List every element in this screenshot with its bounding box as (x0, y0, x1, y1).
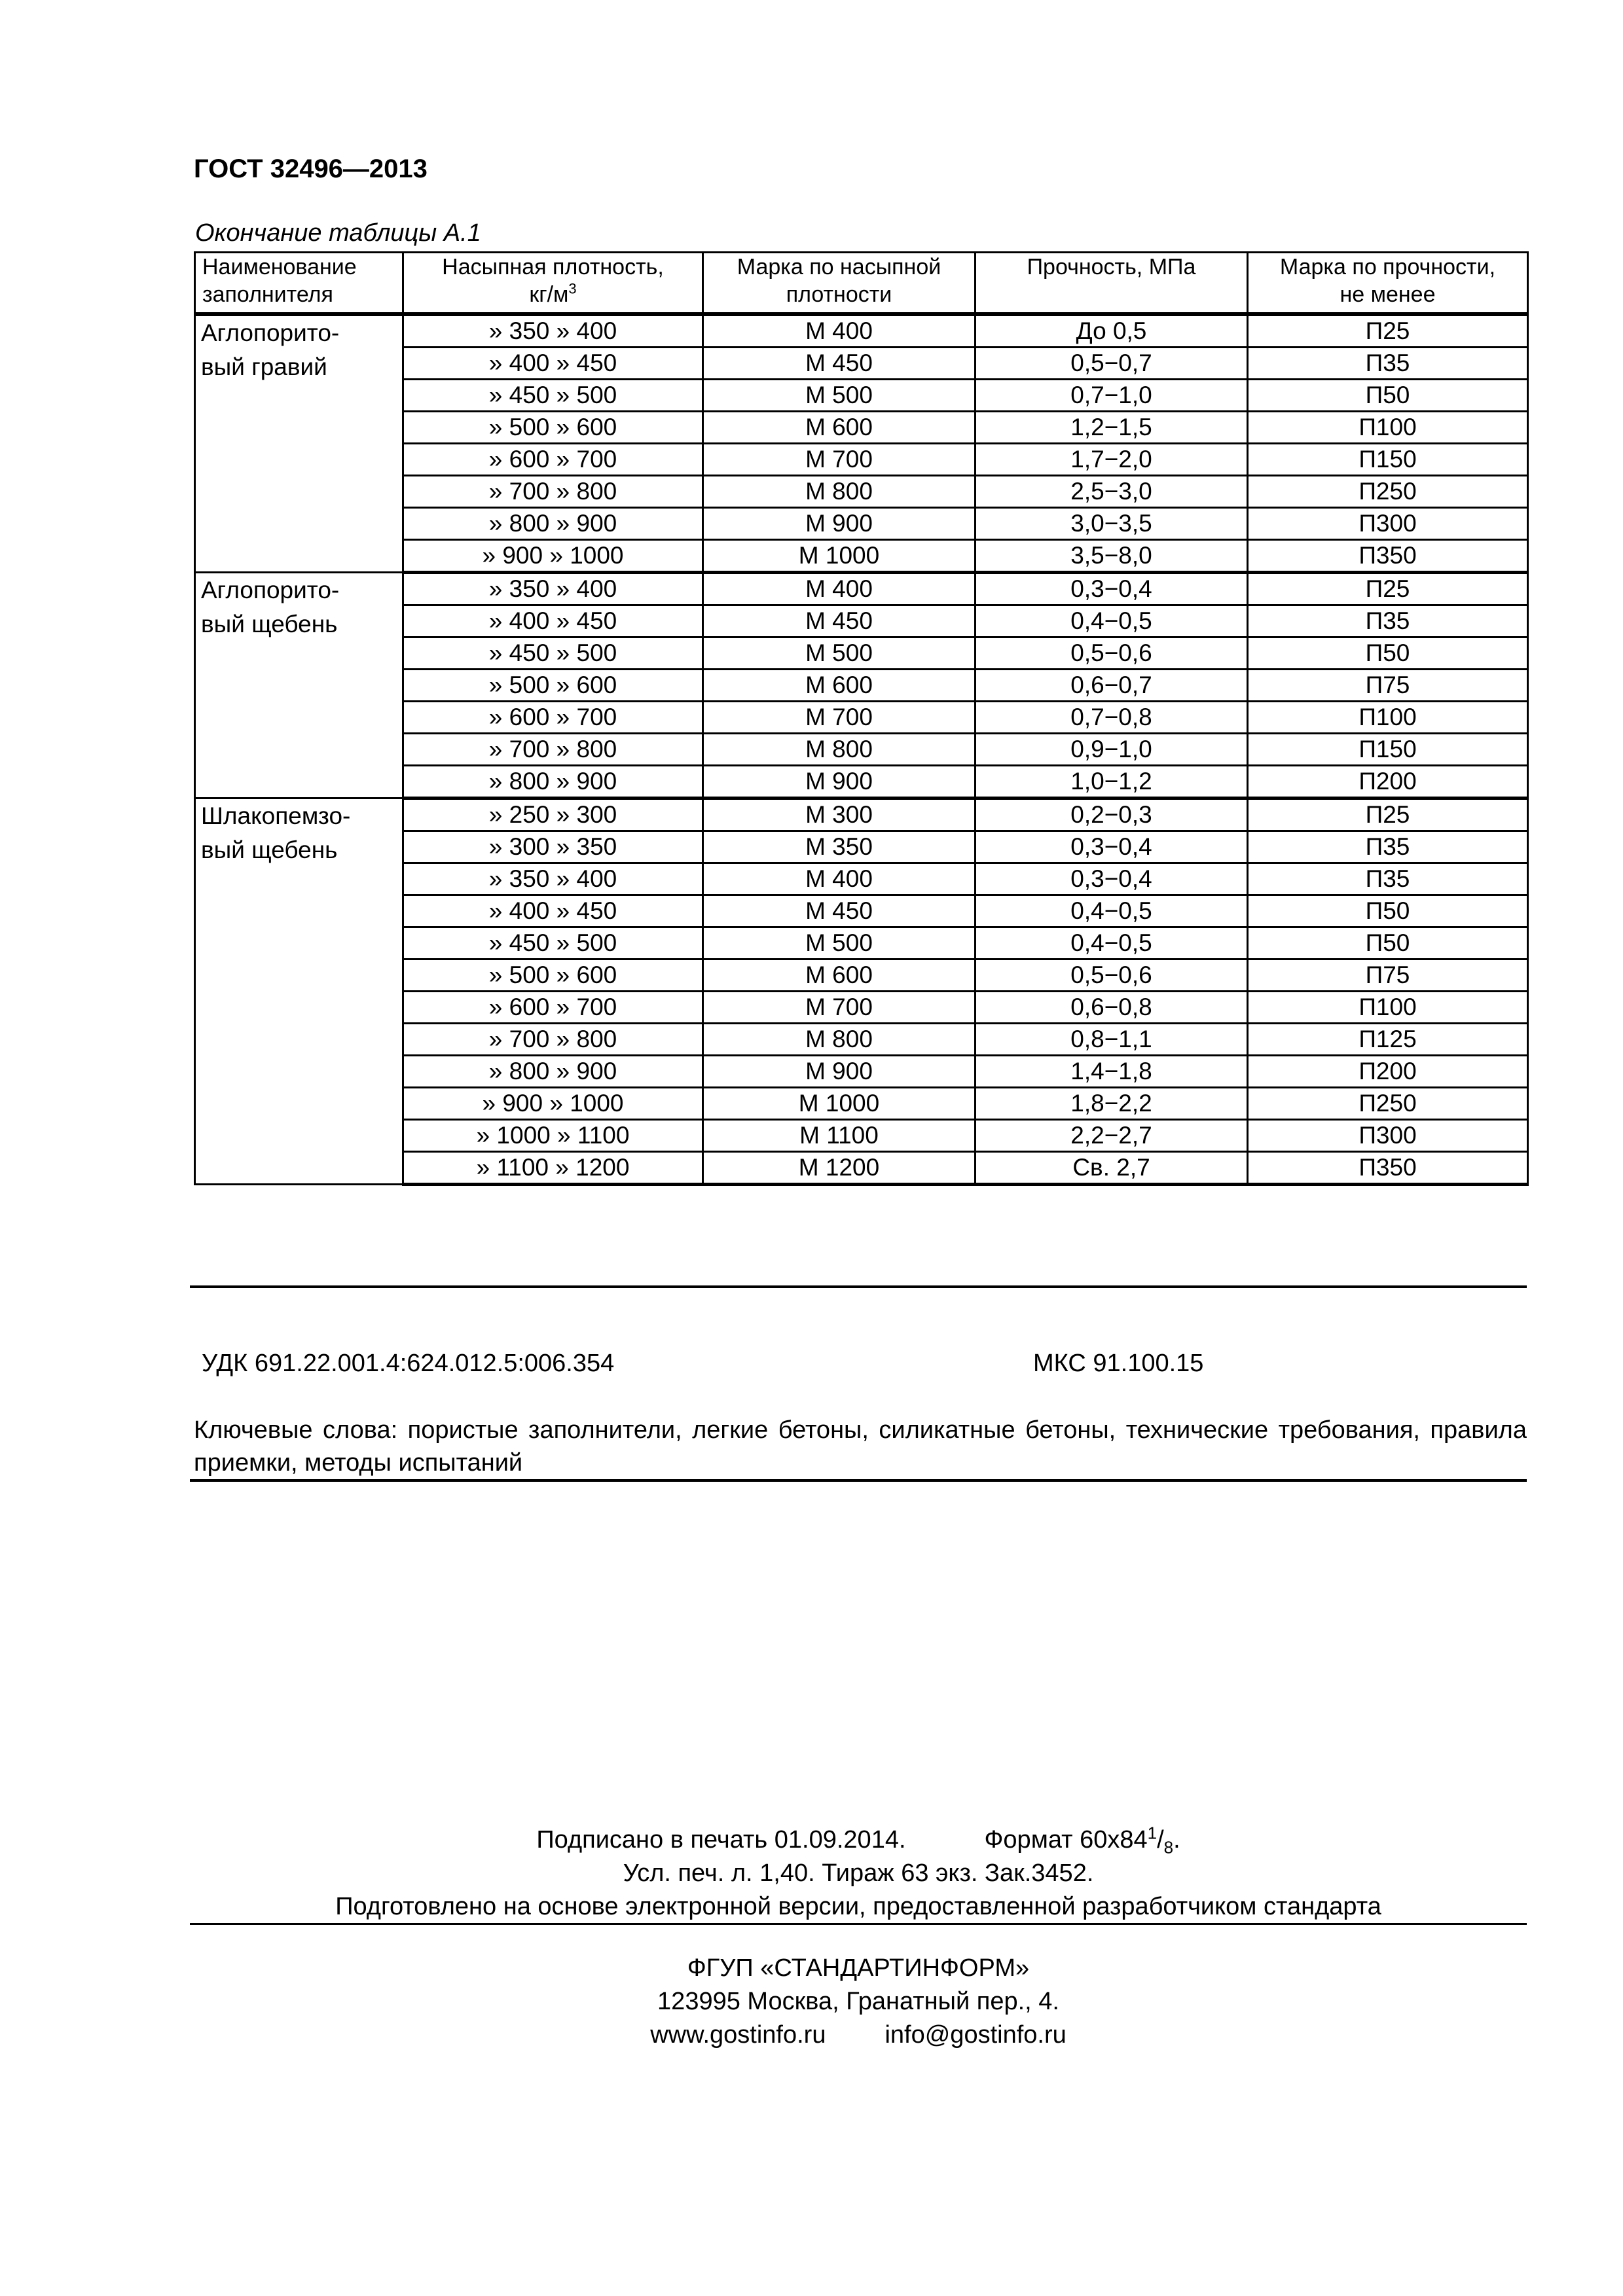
strength-grade-cell: П100 (1248, 412, 1528, 444)
strength-cell: 0,5−0,7 (976, 348, 1248, 380)
strength-cell: 0,4−0,5 (976, 605, 1248, 637)
density-cell: » 250 » 300 (403, 798, 703, 831)
table-caption: Окончание таблицы А.1 (195, 219, 481, 247)
strength-grade-cell: П25 (1248, 798, 1528, 831)
strength-grade-cell: П100 (1248, 702, 1528, 734)
table-row (195, 573, 1528, 605)
density-grade-cell: М 1000 (703, 1088, 976, 1120)
density-grade-cell: М 400 (703, 314, 976, 348)
strength-grade-cell: П50 (1248, 637, 1528, 670)
density-grade-cell: М 800 (703, 476, 976, 508)
column-header-density: Насыпная плотность, $кг/м^3$ (403, 253, 703, 315)
strength-grade-cell: П250 (1248, 1088, 1528, 1120)
density-grade-cell: М 600 (703, 960, 976, 992)
density-grade-cell: М 500 (703, 380, 976, 412)
udk-code: УДК 691.22.001.4:624.012.5:006.354 (202, 1350, 615, 1377)
strength-cell: 2,5−3,0 (976, 476, 1248, 508)
divider-imprint (190, 1923, 1527, 1925)
strength-grade-cell: П350 (1248, 1152, 1528, 1185)
density-cell: » 600 » 700 (403, 702, 703, 734)
density-cell: » 400 » 450 (403, 605, 703, 637)
density-cell: » 1000 » 1100 (403, 1120, 703, 1152)
strength-grade-cell: П300 (1248, 508, 1528, 540)
strength-grade-cell: П150 (1248, 734, 1528, 766)
document-number: ГОСТ 32496—2013 (194, 154, 428, 183)
density-cell: » 450 » 500 (403, 380, 703, 412)
publisher-name: ФГУП «СТАНДАРТИНФОРМ» (687, 1954, 1030, 1982)
strength-grade-cell: П200 (1248, 766, 1528, 798)
publisher-address: 123995 Москва, Гранатный пер., 4. (657, 1988, 1059, 2015)
density-grade-cell: М 400 (703, 573, 976, 605)
strength-grade-cell: П150 (1248, 444, 1528, 476)
divider-top (190, 1285, 1527, 1288)
density-cell: » 700 » 800 (403, 476, 703, 508)
strength-grade-cell: П300 (1248, 1120, 1528, 1152)
density-grade-cell: М 400 (703, 863, 976, 895)
publisher-block (190, 1952, 1527, 2052)
density-cell: » 400 » 450 (403, 895, 703, 927)
density-grade-cell: М 900 (703, 766, 976, 798)
density-grade-cell: М 500 (703, 637, 976, 670)
strength-grade-cell: П35 (1248, 348, 1528, 380)
strength-grade-cell: П35 (1248, 831, 1528, 863)
density-grade-cell: М 300 (703, 798, 976, 831)
strength-cell: 0,3−0,4 (976, 863, 1248, 895)
strength-cell: 0,3−0,4 (976, 573, 1248, 605)
column-header-strength-grade: Марка по прочности, не менее (1248, 253, 1528, 315)
strength-cell: 0,5−0,6 (976, 637, 1248, 670)
density-cell: » 800 » 900 (403, 1056, 703, 1088)
imprint-block (190, 1823, 1527, 1924)
column-header-strength: Прочность, МПа (976, 253, 1248, 315)
density-cell: » 350 » 400 (403, 314, 703, 348)
strength-cell: 3,0−3,5 (976, 508, 1248, 540)
density-cell: » 500 » 600 (403, 670, 703, 702)
density-cell: » 400 » 450 (403, 348, 703, 380)
table-body (195, 314, 1528, 1185)
density-cell: » 350 » 400 (403, 573, 703, 605)
strength-cell: 0,6−0,8 (976, 992, 1248, 1024)
density-cell: » 800 » 900 (403, 766, 703, 798)
density-grade-cell: М 450 (703, 348, 976, 380)
aggregate-name-cell: Шлакопемзо- вый щебень (195, 798, 403, 1185)
table-row (195, 798, 1528, 831)
strength-cell: 0,2−0,3 (976, 798, 1248, 831)
density-cell: » 500 » 600 (403, 412, 703, 444)
strength-cell: 1,7−2,0 (976, 444, 1248, 476)
publisher-email: info@gostinfo.ru (884, 2021, 1067, 2049)
strength-cell: 2,2−2,7 (976, 1120, 1248, 1152)
density-grade-cell: М 900 (703, 1056, 976, 1088)
divider-bottom (190, 1479, 1527, 1482)
density-cell: » 600 » 700 (403, 444, 703, 476)
density-grade-cell: М 700 (703, 992, 976, 1024)
strength-cell: 1,2−1,5 (976, 412, 1248, 444)
table-header-row (195, 253, 1528, 315)
density-cell: » 700 » 800 (403, 734, 703, 766)
strength-cell: 1,0−1,2 (976, 766, 1248, 798)
strength-cell: До 0,5 (976, 314, 1248, 348)
density-grade-cell: М 1200 (703, 1152, 976, 1185)
strength-grade-cell: П100 (1248, 992, 1528, 1024)
density-cell: » 500 » 600 (403, 960, 703, 992)
density-cell: » 800 » 900 (403, 508, 703, 540)
strength-cell: 0,8−1,1 (976, 1024, 1248, 1056)
aggregate-name-cell: Аглопорито- вый гравий (195, 314, 403, 573)
strength-cell: 0,5−0,6 (976, 960, 1248, 992)
density-grade-cell: М 450 (703, 895, 976, 927)
density-grade-cell: М 1000 (703, 540, 976, 573)
strength-grade-cell: П75 (1248, 670, 1528, 702)
density-cell: » 600 » 700 (403, 992, 703, 1024)
strength-grade-cell: П35 (1248, 863, 1528, 895)
prepared-note: Подготовлено на основе электронной версии, предоставленной разработчиком стандарта (335, 1893, 1381, 1920)
strength-grade-cell: П35 (1248, 605, 1528, 637)
strength-cell: 0,7−1,0 (976, 380, 1248, 412)
publisher-contacts (190, 2018, 1527, 2052)
strength-cell: Св. 2,7 (976, 1152, 1248, 1185)
density-cell: » 450 » 500 (403, 637, 703, 670)
strength-cell: 1,8−2,2 (976, 1088, 1248, 1120)
strength-grade-cell: П350 (1248, 540, 1528, 573)
density-cell: » 900 » 1000 (403, 1088, 703, 1120)
strength-grade-cell: П250 (1248, 476, 1528, 508)
print-format: Формат $60x84^1/_8$. (984, 1823, 1180, 1857)
density-grade-cell: М 900 (703, 508, 976, 540)
strength-grade-cell: П125 (1248, 1024, 1528, 1056)
strength-grade-cell: П25 (1248, 314, 1528, 348)
density-grade-cell: М 700 (703, 702, 976, 734)
aggregate-name-cell: Аглопорито- вый щебень (195, 573, 403, 798)
strength-cell: 0,6−0,7 (976, 670, 1248, 702)
publisher-website: www.gostinfo.ru (650, 2021, 826, 2049)
print-info: Усл. печ. л. 1,40. Тираж 63 экз. Зак.3452. (623, 1859, 1094, 1887)
strength-cell: 0,9−1,0 (976, 734, 1248, 766)
density-grade-cell: М 1100 (703, 1120, 976, 1152)
density-cell: » 1100 » 1200 (403, 1152, 703, 1185)
aggregate-table (194, 251, 1529, 1186)
strength-cell: 0,4−0,5 (976, 895, 1248, 927)
density-grade-cell: М 350 (703, 831, 976, 863)
density-cell: » 350 » 400 (403, 863, 703, 895)
column-header-density-grade: Марка по насыпной плотности (703, 253, 976, 315)
strength-cell: 0,7−0,8 (976, 702, 1248, 734)
density-cell: » 700 » 800 (403, 1024, 703, 1056)
strength-cell: 0,4−0,5 (976, 927, 1248, 960)
strength-cell: 0,3−0,4 (976, 831, 1248, 863)
strength-cell: 3,5−8,0 (976, 540, 1248, 573)
keywords-text: Ключевые слова: пористые заполнители, легкие бетоны, силикатные бетоны, технические требования, правила приемки, методы испытаний (194, 1416, 1527, 1477)
density-grade-cell: М 600 (703, 412, 976, 444)
density-grade-cell: М 800 (703, 1024, 976, 1056)
density-grade-cell: М 800 (703, 734, 976, 766)
column-header-name: Наименование заполнителя (195, 253, 403, 315)
density-grade-cell: М 500 (703, 927, 976, 960)
density-cell: » 450 » 500 (403, 927, 703, 960)
imprint-signed-line (190, 1823, 1527, 1857)
density-cell: » 300 » 350 (403, 831, 703, 863)
strength-grade-cell: П25 (1248, 573, 1528, 605)
density-grade-cell: М 600 (703, 670, 976, 702)
strength-grade-cell: П50 (1248, 380, 1528, 412)
signed-date: Подписано в печать 01.09.2014. (536, 1826, 906, 1854)
mks-code: МКС 91.100.15 (1033, 1350, 1204, 1377)
table-row (195, 314, 1528, 348)
strength-cell: 1,4−1,8 (976, 1056, 1248, 1088)
density-grade-cell: М 450 (703, 605, 976, 637)
density-cell: » 900 » 1000 (403, 540, 703, 573)
strength-grade-cell: П75 (1248, 960, 1528, 992)
density-grade-cell: М 700 (703, 444, 976, 476)
strength-grade-cell: П200 (1248, 1056, 1528, 1088)
strength-grade-cell: П50 (1248, 927, 1528, 960)
strength-grade-cell: П50 (1248, 895, 1528, 927)
